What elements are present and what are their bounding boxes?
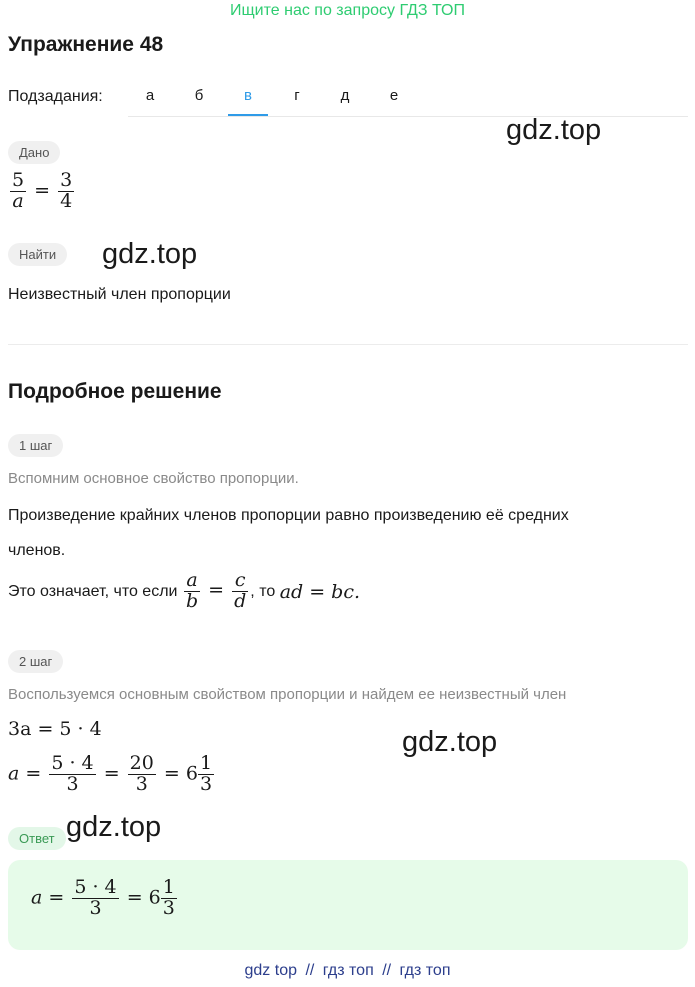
step1-text-line1: Произведение крайних членов пропорции равно произведению её средних [8,507,569,524]
step1-meaning: Это означает, что если $\frac{a}{b}$ = $\frac{c}{d}$ , то ad = bc. [8,569,361,612]
subtask-tabs [128,76,688,117]
step1-badge: 1 шаг [8,434,63,457]
footer-separator: // [382,962,392,979]
footer-link[interactable]: гдз топ [399,962,451,979]
tab-a[interactable]: а [145,87,155,104]
find-text: Неизвестный член пропорции [8,286,231,303]
answer-box [8,860,688,950]
footer-link[interactable]: gdz top [244,962,297,979]
step2-badge: 2 шаг [8,650,63,673]
meaning-then: , то [250,583,276,601]
page-title: Упражнение 48 [8,33,164,56]
step1-hint: Вспомним основное свойство пропорции. [8,470,299,487]
watermark: gdz.top [66,811,162,843]
tab-v[interactable]: в [228,76,268,116]
step2-equation-1: 3a = 5 · 4 [8,718,102,740]
section-divider [8,344,688,345]
footer-links [0,962,695,980]
frac-numerator: 3 [60,169,73,191]
tab-d[interactable]: д [340,87,350,104]
given-badge: Дано [8,141,60,164]
tab-g[interactable]: г [294,87,300,104]
step1-text-line2: членов. [8,542,66,559]
given-equation: $\frac{5}{a}$ = $\frac{3}{4}$ [12,169,73,212]
find-badge: Найти [8,243,67,266]
step2-hint: Воспользуемся основным свойством пропорции и найдем ее неизвестный член [8,686,567,703]
watermark: gdz.top [506,114,602,146]
footer-separator: // [305,962,315,979]
subtasks-label: Подзадания: [8,88,103,105]
step2-equation-2: a = $\frac{5 \cdot 4}{3}$ = $\frac{20}{3}$ = 6 $\frac{1}{3}$ [8,752,213,795]
footer-link[interactable]: гдз топ [322,962,374,979]
answer-badge: Ответ [8,827,66,850]
promo-banner: Ищите нас по запросу ГДЗ ТОП [230,2,465,19]
watermark: gdz.top [102,238,198,270]
frac-denominator: 4 [60,189,73,212]
watermark: gdz.top [402,726,498,758]
tab-e[interactable]: е [389,87,399,104]
answer-equation: a = $\frac{5 \cdot 4}{3}$ = 6 $\frac{1}{3}$ [31,876,175,919]
frac-numerator: 5 [12,169,25,191]
meaning-prefix: Это означает, что если [8,583,178,601]
frac-denominator: a [12,189,24,212]
tab-b[interactable]: б [194,87,204,104]
solution-heading: Подробное решение [8,380,222,403]
meaning-result: ad = bc. [279,581,361,604]
